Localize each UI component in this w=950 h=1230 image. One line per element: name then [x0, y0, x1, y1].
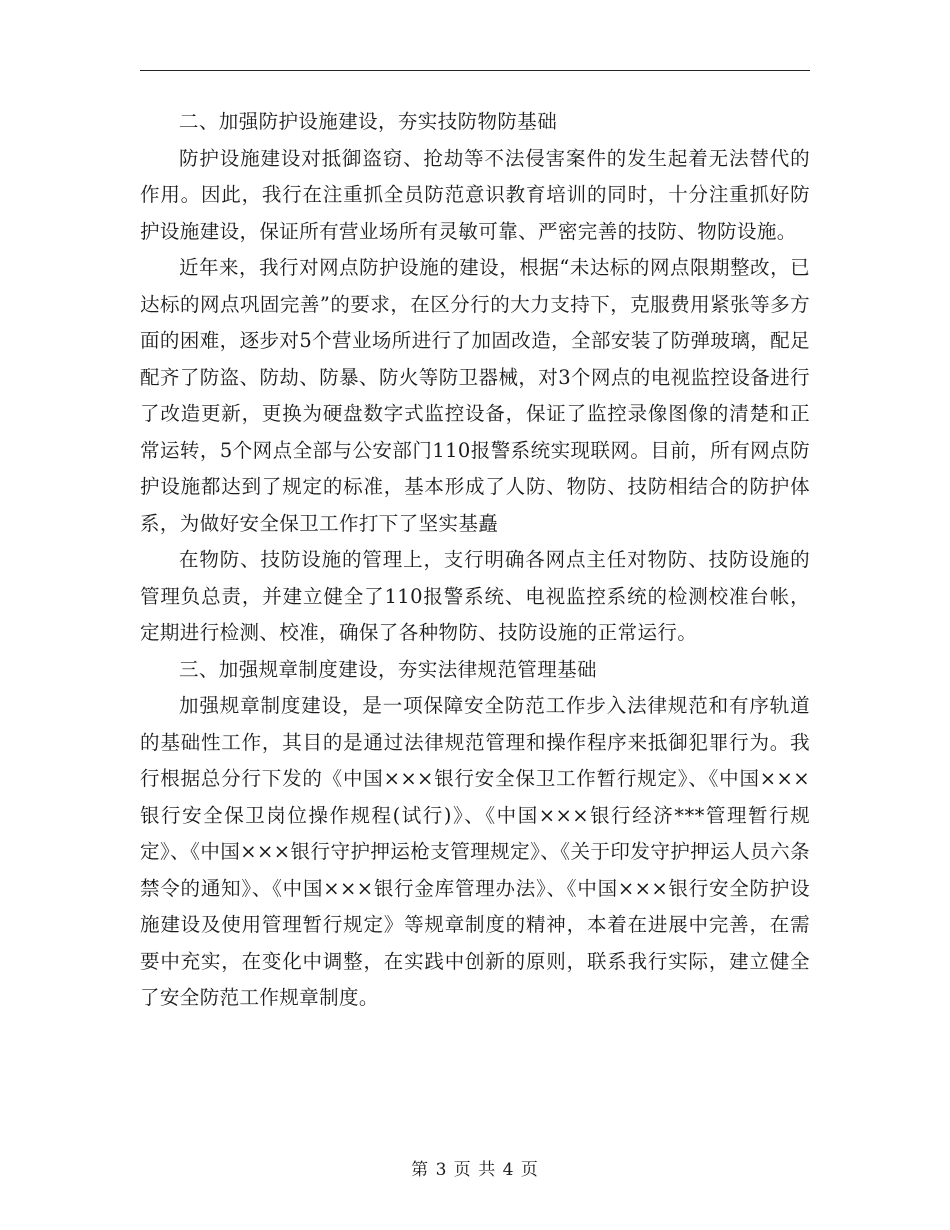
body-paragraph: 防护设施建设对抵御盗窃、抢劫等不法侵害案件的发生起着无法替代的作用。因此，我行在注重抓全员防范意识教育培训的同时，十分注重抓好防护设施建设，保证所有营业场所有灵敏可靠、严密完善的技防、物防设施。 [140, 146, 810, 243]
section-heading: 三、加强规章制度建设，夯实法律规范管理基础 [179, 657, 597, 681]
body-paragraph: 加强规章制度建设，是一项保障安全防范工作步入法律规范和有序轨道的基础性工作，其目的是通过法律规范管理和操作程序来抵御犯罪行为。我行根据总分行下发的《中国×××银行安全保卫工作暂行规定》、《中国×××银行安全保卫岗位操作规程(试行)》、《中国×××银行经济***管理暂行规定》、《中国×××银行守护押运枪支管理规定》、《关于印发守护押运人员六条禁令的通知》、《中国×××银行金库管理办法》、《中国×××银行安全防护设施建设及使用管理暂行规定》等规章制度的精神，本着在进展中完善，在需要中充实，在变化中调整，在实践中创新的原则，联系我行实际，建立健全了安全防范工作规章制度。 [140, 694, 810, 1009]
body-paragraph: 在物防、技防设施的管理上，支行明确各网点主任对物防、技防设施的管理负总责，并建立健全了110报警系统、电视监控系统的检测校准台帐，定期进行检测、校准，确保了各种物防、技防设施的正常运行。 [140, 548, 810, 644]
section-heading: 二、加强防护设施建设，夯实技防物防基础 [179, 110, 558, 133]
body-paragraph: 近年来，我行对网点防护设施的建设，根据“未达标的网点限期整改，已达标的网点巩固完善”的要求，在区分行的大力支持下，克服费用紧张等多方面的困难，逐步对5个营业场所进行了加固改造，全部安装了防弹玻璃，配足配齐了防盗、防劫、防暴、防火等防卫器械，对3个网点的电视监控设备进行了改造更新，更换为硬盘数字式监控设备，保证了监控录像图像的清楚和正常运转，5个网点全部与公安部门110报警系统实现联网。目前，所有网点防护设施都达到了规定的标准，基本形成了人防、物防、技防相结合的防护体系，为做好安全保卫工作打下了坚实基矗 [140, 256, 810, 535]
document-body [140, 104, 810, 1017]
header-rule [140, 70, 810, 71]
page-number-footer: 第 3 页 共 4 页 [411, 1160, 539, 1180]
